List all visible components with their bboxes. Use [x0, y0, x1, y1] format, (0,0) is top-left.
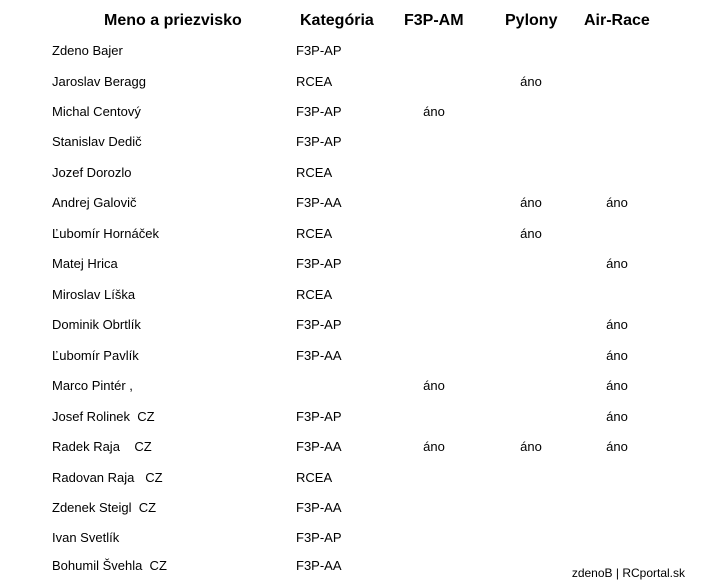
row-6-name: Andrej Galovič: [52, 195, 137, 210]
header-category: Kategória: [300, 12, 374, 29]
row-6-category: F3P-AA: [296, 195, 342, 210]
row-17-category: F3P-AP: [296, 530, 342, 545]
row-10-category: F3P-AP: [296, 317, 342, 332]
row-14-air-race: áno: [606, 439, 628, 454]
row-3-f3p-am: áno: [423, 104, 445, 119]
row-7-category: RCEA: [296, 226, 333, 241]
row-3-category: F3P-AP: [296, 104, 342, 119]
row-10-name: Dominik Obrtlík: [52, 317, 141, 332]
row-13-name: Josef Rolinek CZ: [52, 409, 155, 424]
row-1-name: Zdeno Bajer: [52, 43, 123, 58]
row-14-name: Radek Raja CZ: [52, 439, 152, 454]
header-f3p-am: F3P-AM: [404, 12, 464, 29]
watermark: zdenoB | RCportal.sk: [571, 566, 685, 580]
row-5-category: RCEA: [296, 165, 333, 180]
row-13-category: F3P-AP: [296, 409, 342, 424]
row-10-air-race: áno: [606, 317, 628, 332]
row-17-name: Ivan Svetlík: [52, 530, 120, 545]
row-2-category: RCEA: [296, 74, 333, 89]
row-13-air-race: áno: [606, 409, 628, 424]
row-9-category: RCEA: [296, 287, 333, 302]
row-18-name: Bohumil Švehla CZ: [52, 558, 167, 573]
row-16-category: F3P-AA: [296, 500, 342, 515]
row-11-category: F3P-AA: [296, 348, 342, 363]
row-6-air-race: áno: [606, 195, 628, 210]
row-15-category: RCEA: [296, 470, 333, 485]
row-3-name: Michal Centový: [52, 104, 141, 119]
row-14-f3p-am: áno: [423, 439, 445, 454]
row-7-name: Ľubomír Hornáček: [52, 226, 159, 241]
row-8-category: F3P-AP: [296, 256, 342, 271]
row-7-pylons: áno: [520, 226, 542, 241]
header-name: Meno a priezvisko: [104, 12, 242, 29]
row-4-name: Stanislav Dedič: [52, 134, 142, 149]
row-11-air-race: áno: [606, 348, 628, 363]
row-15-name: Radovan Raja CZ: [52, 470, 163, 485]
row-1-category: F3P-AP: [296, 43, 342, 58]
row-14-category: F3P-AA: [296, 439, 342, 454]
header-air-race: Air-Race: [584, 12, 650, 29]
header-pylons: Pylony: [505, 12, 558, 29]
row-8-name: Matej Hrica: [52, 256, 118, 271]
row-12-air-race: áno: [606, 378, 628, 393]
row-6-pylons: áno: [520, 195, 542, 210]
row-2-pylons: áno: [520, 74, 542, 89]
row-4-category: F3P-AP: [296, 134, 342, 149]
row-9-name: Miroslav Líška: [52, 287, 136, 302]
row-2-name: Jaroslav Beragg: [52, 74, 146, 89]
row-18-category: F3P-AA: [296, 558, 342, 573]
row-16-name: Zdenek Steigl CZ: [52, 500, 157, 515]
row-12-name: Marco Pintér ,: [52, 378, 133, 393]
row-12-f3p-am: áno: [423, 378, 445, 393]
row-5-name: Jozef Dorozlo: [52, 165, 132, 180]
row-14-pylons: áno: [520, 439, 542, 454]
row-8-air-race: áno: [606, 256, 628, 271]
row-11-name: Ľubomír Pavlík: [52, 348, 139, 363]
